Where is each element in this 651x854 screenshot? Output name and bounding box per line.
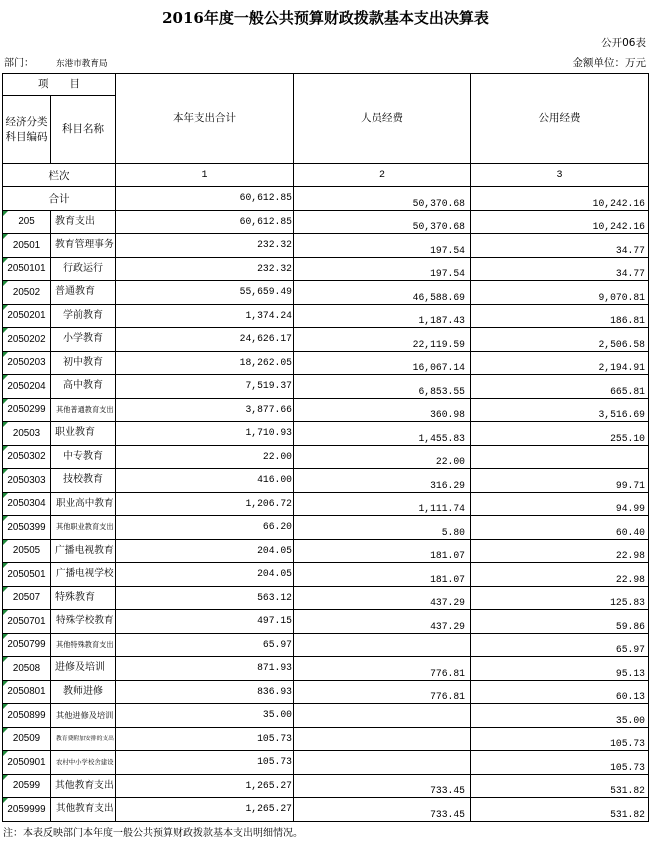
table-row [3, 680, 649, 704]
table-row [3, 304, 649, 328]
row-total: 3,877.66 [116, 398, 294, 422]
row-code: 2050299 [3, 398, 51, 422]
row-personnel [294, 751, 471, 775]
row-total: 105.73 [116, 751, 294, 775]
total-row [3, 187, 649, 211]
row-code: 205 [3, 210, 51, 234]
row-total: 232.32 [116, 257, 294, 281]
table-row [3, 492, 649, 516]
table-row [3, 633, 649, 657]
row-public: 2,506.58 [471, 328, 649, 352]
row-code: 2050399 [3, 516, 51, 540]
row-personnel: 776.81 [294, 680, 471, 704]
table-row [3, 657, 649, 681]
table-row [3, 586, 649, 610]
header-row [3, 74, 649, 96]
row-personnel [294, 727, 471, 751]
row-total: 1,374.24 [116, 304, 294, 328]
table-row [3, 375, 649, 399]
row-total: 66.20 [116, 516, 294, 540]
row-public: 10,242.16 [471, 210, 649, 234]
row-public: 105.73 [471, 727, 649, 751]
table-row [3, 610, 649, 634]
row-total: 563.12 [116, 586, 294, 610]
row-code: 2050303 [3, 469, 51, 493]
total-row-public: 10,242.16 [471, 187, 649, 211]
row-public: 2,194.91 [471, 351, 649, 375]
row-public: 22.98 [471, 539, 649, 563]
row-name: 普通教育 [51, 281, 116, 305]
row-public: 65.97 [471, 633, 649, 657]
row-public: 35.00 [471, 704, 649, 728]
table-row [3, 281, 649, 305]
row-code: 2050901 [3, 751, 51, 775]
row-total: 204.05 [116, 539, 294, 563]
row-total: 22.00 [116, 445, 294, 469]
row-personnel: 181.07 [294, 539, 471, 563]
row-code: 2050501 [3, 563, 51, 587]
row-code: 2059999 [3, 798, 51, 822]
row-code: 2050899 [3, 704, 51, 728]
row-personnel: 46,588.69 [294, 281, 471, 305]
header-item: 项 目 [3, 74, 116, 96]
header-personnel: 人员经费 [294, 74, 471, 164]
form-number: 公开06表 [601, 37, 646, 49]
row-personnel: 22.00 [294, 445, 471, 469]
row-public: 22.98 [471, 563, 649, 587]
row-name: 其他教育支出 [51, 774, 116, 798]
column-index-label: 栏次 [3, 164, 116, 187]
row-name: 广播电视教育 [51, 539, 116, 563]
row-personnel: 50,370.68 [294, 210, 471, 234]
row-personnel [294, 633, 471, 657]
column-index-personnel: 2 [294, 164, 471, 187]
row-name: 中专教育 [51, 445, 116, 469]
row-name: 初中教育 [51, 351, 116, 375]
row-name: 小学教育 [51, 328, 116, 352]
row-code: 2050202 [3, 328, 51, 352]
row-name: 技校教育 [51, 469, 116, 493]
row-total: 7,519.37 [116, 375, 294, 399]
row-total: 232.32 [116, 234, 294, 258]
column-index-public: 3 [471, 164, 649, 187]
row-code: 20509 [3, 727, 51, 751]
row-name: 教育管理事务 [51, 234, 116, 258]
table-row [3, 398, 649, 422]
row-public: 105.73 [471, 751, 649, 775]
row-code: 2050204 [3, 375, 51, 399]
row-code: 20599 [3, 774, 51, 798]
row-name: 其他教育支出 [51, 798, 116, 822]
page-title: 2016年度一般公共预算财政拨款基本支出决算表 [162, 9, 489, 27]
table-row [3, 445, 649, 469]
table-row [3, 210, 649, 234]
department-name: 东港市教育局 [56, 59, 108, 69]
row-public: 665.81 [471, 375, 649, 399]
row-name: 其他特殊教育支出 [51, 633, 116, 657]
table-row [3, 798, 649, 822]
row-public: 531.82 [471, 774, 649, 798]
row-total: 1,206.72 [116, 492, 294, 516]
row-public: 99.71 [471, 469, 649, 493]
row-code: 2050304 [3, 492, 51, 516]
table-row [3, 422, 649, 446]
table-row [3, 234, 649, 258]
row-total: 105.73 [116, 727, 294, 751]
row-public: 186.81 [471, 304, 649, 328]
header-name: 科目名称 [51, 96, 116, 164]
amount-unit: 金额单位：万元 [572, 57, 646, 69]
header-code-cell [3, 96, 51, 164]
row-name: 其他进修及培训 [51, 704, 116, 728]
row-code: 2050801 [3, 680, 51, 704]
row-public: 3,516.69 [471, 398, 649, 422]
table-row [3, 516, 649, 540]
total-row-total: 60,612.85 [116, 187, 294, 211]
row-name: 职业高中教育 [51, 492, 116, 516]
row-total: 1,265.27 [116, 774, 294, 798]
row-code: 2050302 [3, 445, 51, 469]
row-personnel: 197.54 [294, 257, 471, 281]
row-public: 531.82 [471, 798, 649, 822]
row-code: 2050701 [3, 610, 51, 634]
table-row [3, 727, 649, 751]
row-personnel: 437.29 [294, 610, 471, 634]
row-total: 204.05 [116, 563, 294, 587]
row-public: 60.13 [471, 680, 649, 704]
table-row [3, 328, 649, 352]
department-label: 部门： [4, 58, 34, 69]
row-code: 20505 [3, 539, 51, 563]
row-personnel: 6,853.55 [294, 375, 471, 399]
row-code: 20508 [3, 657, 51, 681]
row-total: 1,710.93 [116, 422, 294, 446]
row-name: 职业教育 [51, 422, 116, 446]
row-name: 行政运行 [51, 257, 116, 281]
row-public: 95.13 [471, 657, 649, 681]
row-code: 20502 [3, 281, 51, 305]
row-code: 2050799 [3, 633, 51, 657]
row-code: 2050203 [3, 351, 51, 375]
row-total: 1,265.27 [116, 798, 294, 822]
row-name: 学前教育 [51, 304, 116, 328]
row-code: 20501 [3, 234, 51, 258]
total-label: 合计 [3, 187, 116, 211]
row-public: 60.40 [471, 516, 649, 540]
row-total: 18,262.05 [116, 351, 294, 375]
row-name: 其他普通教育支出 [51, 398, 116, 422]
row-name: 教育支出 [51, 210, 116, 234]
table-row [3, 469, 649, 493]
table-row [3, 563, 649, 587]
row-code: 2050201 [3, 304, 51, 328]
row-total: 836.93 [116, 680, 294, 704]
table-row [3, 751, 649, 775]
row-personnel: 733.45 [294, 774, 471, 798]
column-index-row [3, 164, 649, 187]
row-personnel: 316.29 [294, 469, 471, 493]
row-code: 2050101 [3, 257, 51, 281]
row-personnel: 1,111.74 [294, 492, 471, 516]
row-total: 60,612.85 [116, 210, 294, 234]
row-personnel: 733.45 [294, 798, 471, 822]
expenditure-table [2, 73, 649, 822]
row-personnel: 360.98 [294, 398, 471, 422]
row-public: 125.83 [471, 586, 649, 610]
row-total: 24,626.17 [116, 328, 294, 352]
header-public: 公用经费 [471, 74, 649, 164]
footnote: 注：本表反映部门本年度一般公共预算财政拨款基本支出明细情况。 [3, 828, 303, 839]
row-personnel: 1,187.43 [294, 304, 471, 328]
row-public: 34.77 [471, 257, 649, 281]
row-personnel: 5.80 [294, 516, 471, 540]
row-personnel: 181.07 [294, 563, 471, 587]
row-name: 广播电视学校 [51, 563, 116, 587]
total-row-personnel: 50,370.68 [294, 187, 471, 211]
row-total: 35.00 [116, 704, 294, 728]
row-public: 59.86 [471, 610, 649, 634]
row-name: 教育费附加安排的支出 [51, 727, 116, 751]
table-row [3, 774, 649, 798]
row-total: 497.15 [116, 610, 294, 634]
row-name: 教师进修 [51, 680, 116, 704]
row-personnel: 1,455.83 [294, 422, 471, 446]
row-name: 农村中小学校舍建设 [51, 751, 116, 775]
row-public [471, 445, 649, 469]
row-total: 65.97 [116, 633, 294, 657]
row-code: 20507 [3, 586, 51, 610]
row-total: 55,659.49 [116, 281, 294, 305]
table-row [3, 351, 649, 375]
header-total: 本年支出合计 [116, 74, 294, 164]
table-row [3, 704, 649, 728]
row-personnel: 16,067.14 [294, 351, 471, 375]
row-name: 特殊学校教育 [51, 610, 116, 634]
header-code: 经济分类科目编码 [5, 115, 48, 143]
row-name: 进修及培训 [51, 657, 116, 681]
table-row [3, 257, 649, 281]
column-index-total: 1 [116, 164, 294, 187]
row-personnel: 437.29 [294, 586, 471, 610]
row-code: 20503 [3, 422, 51, 446]
row-name: 高中教育 [51, 375, 116, 399]
row-public: 9,070.81 [471, 281, 649, 305]
row-name: 特殊教育 [51, 586, 116, 610]
row-personnel: 776.81 [294, 657, 471, 681]
table-row [3, 539, 649, 563]
row-total: 871.93 [116, 657, 294, 681]
row-name: 其他职业教育支出 [51, 516, 116, 540]
row-personnel [294, 704, 471, 728]
row-public: 34.77 [471, 234, 649, 258]
row-public: 255.10 [471, 422, 649, 446]
row-personnel: 197.54 [294, 234, 471, 258]
row-public: 94.99 [471, 492, 649, 516]
row-total: 416.00 [116, 469, 294, 493]
row-personnel: 22,119.59 [294, 328, 471, 352]
